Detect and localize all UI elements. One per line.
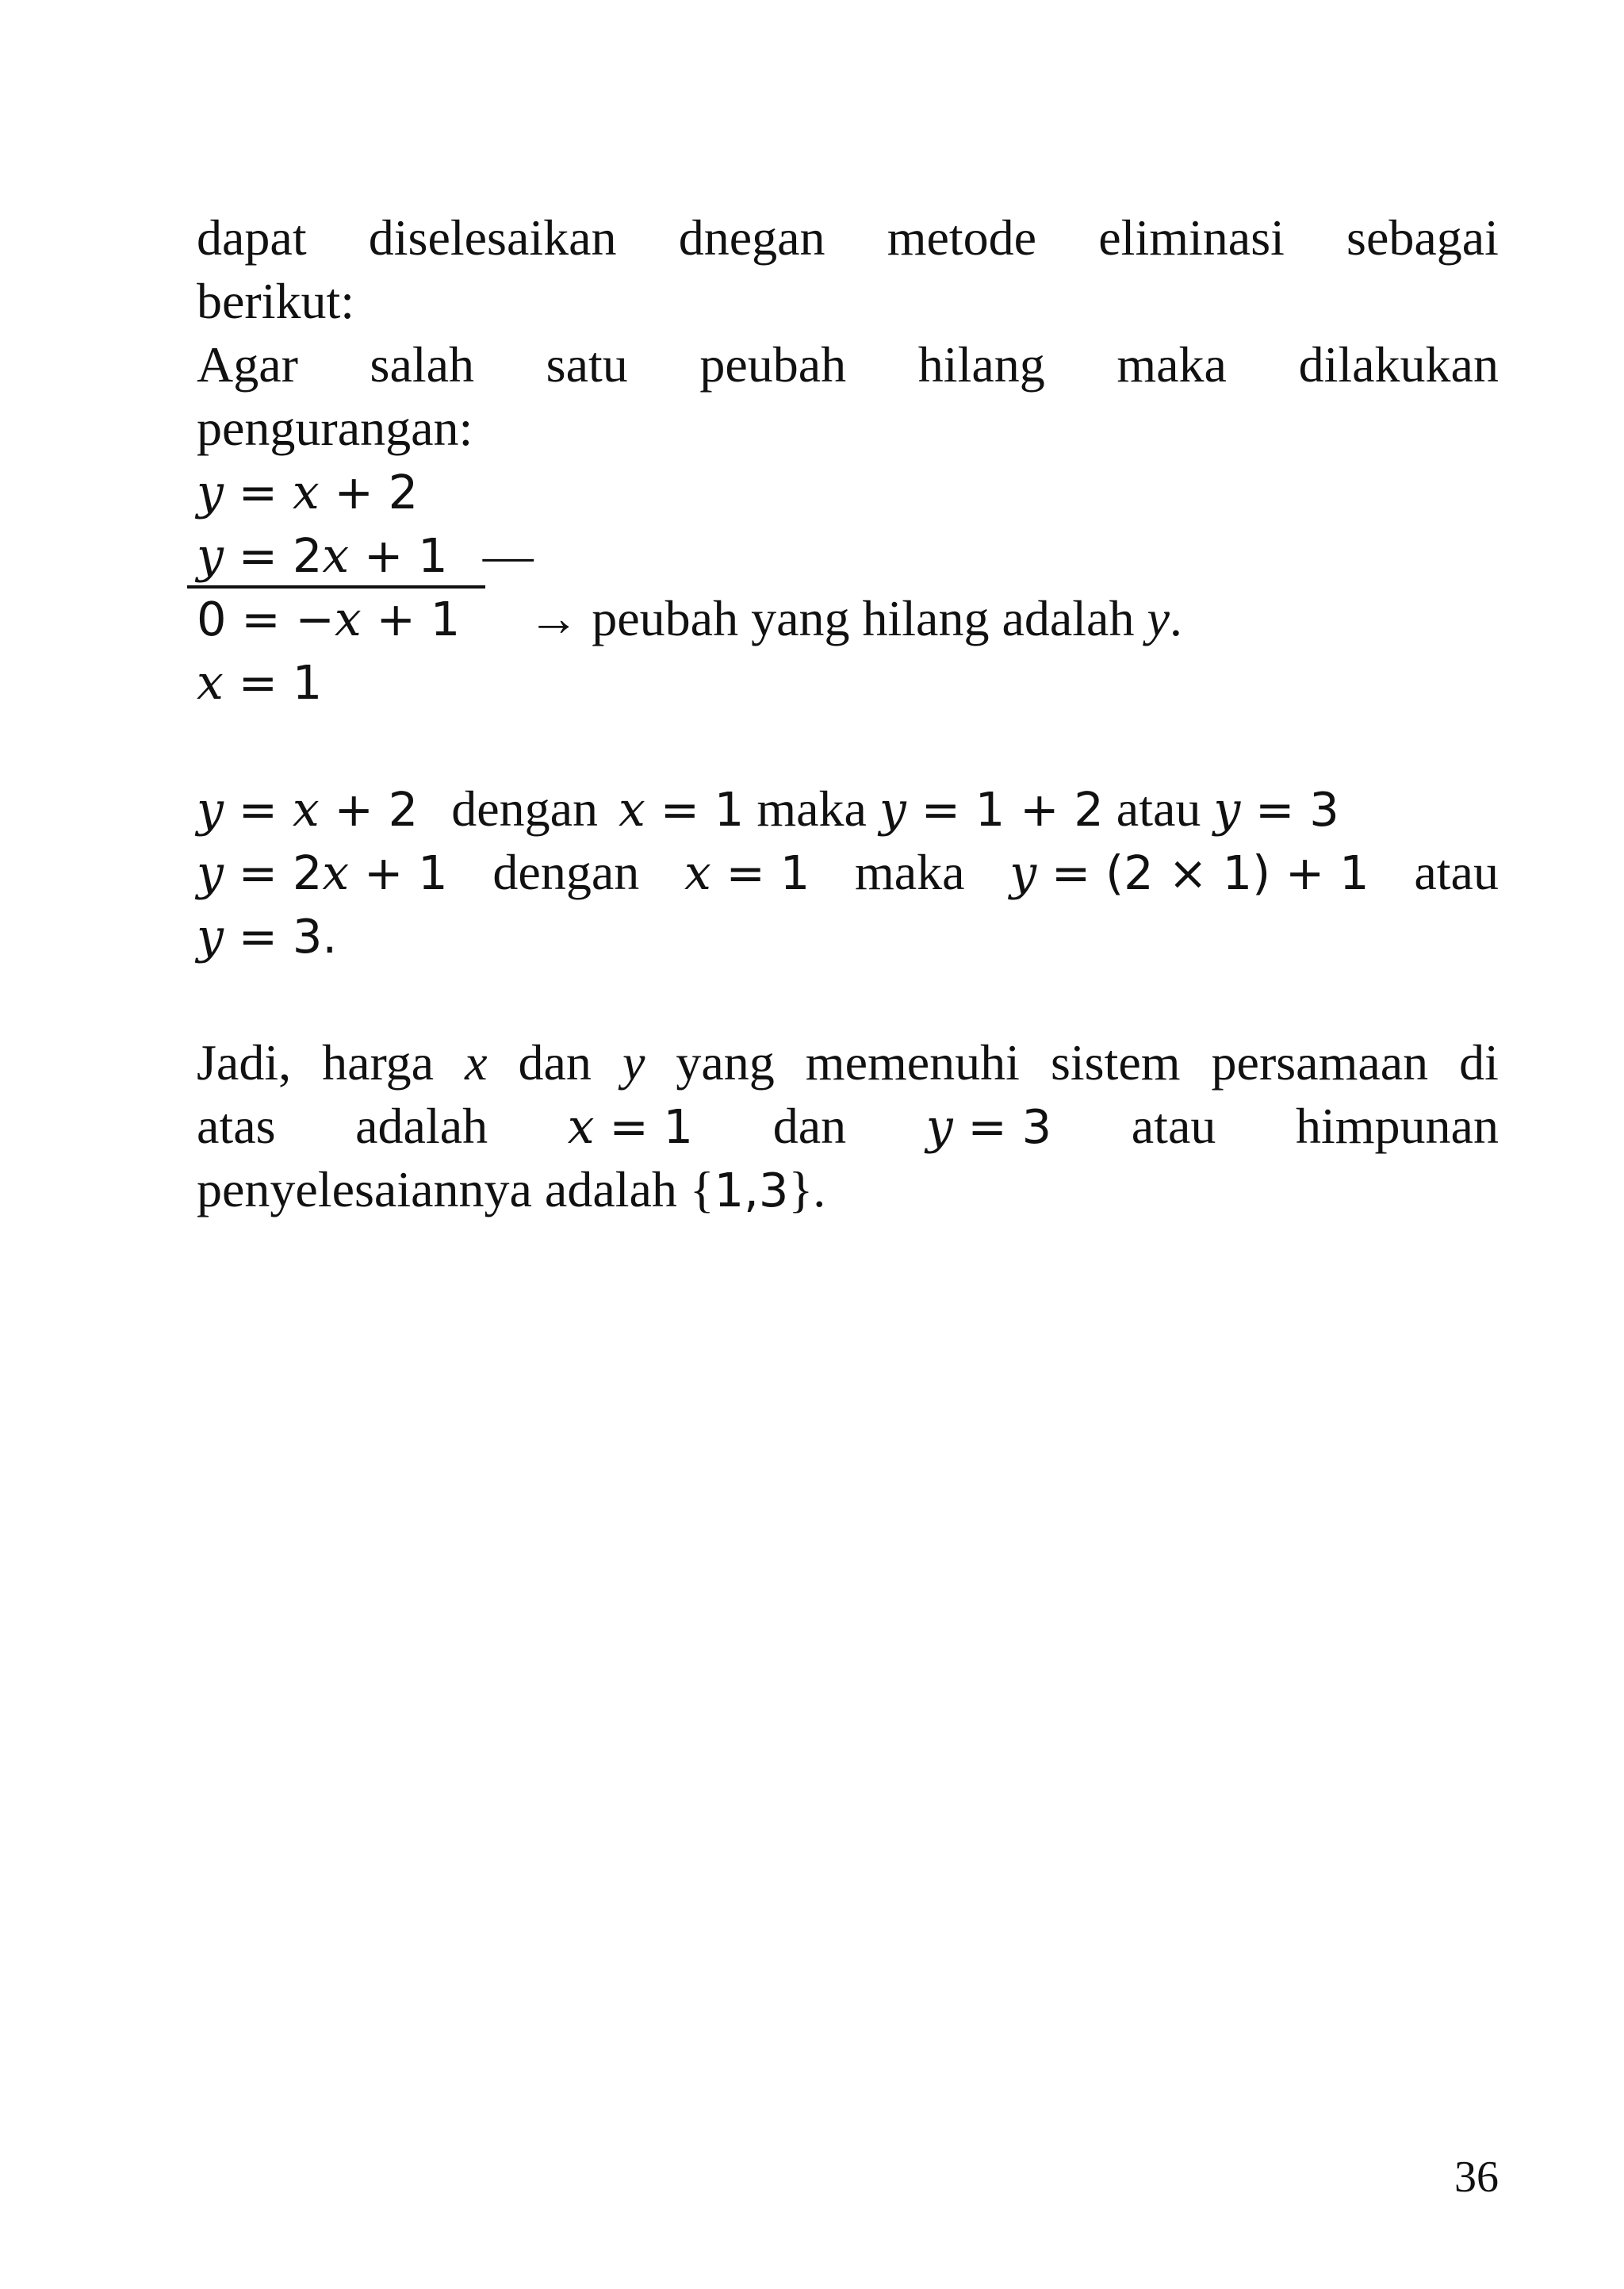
eq-text: = 1 + 2 (906, 782, 1104, 837)
solution-set: 1,3 (714, 1163, 789, 1217)
var-y: y (197, 782, 224, 838)
word: yang (676, 1034, 775, 1091)
note-var: y (1147, 590, 1170, 646)
word: atas (197, 1098, 276, 1154)
var-x: x (619, 782, 645, 838)
note-text: peubah yang hilang adalah (579, 590, 1147, 646)
word: himpunan (1295, 1098, 1499, 1154)
word: atau (1131, 1098, 1216, 1154)
word: Agar (197, 336, 298, 393)
text-atau: atau (1414, 844, 1499, 900)
var-x: x (465, 1034, 488, 1091)
eq-text: = 3 (952, 1099, 1052, 1154)
eq-text: + 1 (361, 592, 461, 646)
var-x: x (334, 592, 362, 647)
eq-text: = 1 (645, 782, 745, 837)
word: diselesaikan (368, 209, 617, 266)
word: peubah (699, 336, 847, 393)
subtraction-sign: — (482, 527, 534, 583)
equation-2 (197, 523, 1499, 588)
var-x: x (292, 465, 320, 520)
equation (1009, 840, 1369, 905)
eq-text: = (2 × 1) + 1 (1036, 845, 1369, 900)
eq-text: = (223, 465, 293, 520)
var-x: x (292, 782, 320, 838)
eq-text: = 3 (1240, 782, 1339, 837)
var-x: x (322, 528, 350, 584)
var-x: x (567, 1099, 595, 1155)
var-y: y (197, 465, 224, 520)
equation-1 (197, 459, 1499, 524)
note-end: . (1169, 590, 1182, 646)
text: penyelesaiannya adalah { (197, 1161, 714, 1217)
word: salah (370, 336, 475, 393)
equation-result (197, 586, 1499, 651)
eq-text: = 1 (594, 1099, 694, 1154)
paragraph-line-1 (197, 205, 1499, 270)
eq-text: = 2 (223, 845, 323, 900)
equation (197, 840, 448, 905)
text-dengan: dengan (492, 844, 640, 900)
var-y: y (1009, 845, 1037, 901)
paragraph-line-2: berikut: (197, 273, 355, 329)
var-y: y (1213, 782, 1241, 838)
text-maka: maka (744, 780, 879, 837)
paragraph-line-3 (197, 332, 1499, 397)
conclusion-line-1 (197, 1030, 1499, 1095)
eq-text: + 1 (349, 528, 448, 583)
page-number: 36 (1454, 2153, 1499, 2202)
conclusion-line-3 (197, 1157, 1499, 1222)
word: dapat (197, 209, 307, 266)
word: maka (1116, 336, 1227, 393)
word: sistem (1050, 1034, 1181, 1091)
word: Jadi, (197, 1034, 292, 1091)
substitution-line-3 (197, 903, 1499, 968)
var-x: x (197, 655, 224, 711)
arrow-icon: → (528, 590, 580, 646)
word: adalah (355, 1098, 488, 1154)
text-dengan: dengan (451, 780, 598, 837)
eq-text: = 2 (223, 528, 323, 583)
equation (684, 840, 810, 905)
eq-text: + 1 (349, 845, 448, 900)
text: }. (788, 1161, 826, 1217)
word: harga (322, 1034, 435, 1091)
var-y: y (197, 909, 224, 964)
word: metode (887, 209, 1037, 266)
word: di (1459, 1034, 1499, 1091)
eq-text: + 2 (319, 782, 419, 837)
paragraph-line-4: pengurangan: (197, 400, 473, 456)
eq-text: + 2 (319, 465, 419, 520)
equation (568, 1094, 693, 1159)
eq-text: = (223, 782, 293, 837)
eq-text: = 1 (710, 845, 810, 900)
word: memenuhi (805, 1034, 1020, 1091)
word: satu (546, 336, 628, 393)
word: sebagai (1346, 209, 1499, 266)
word: dnegan (678, 209, 825, 266)
word: eliminasi (1098, 209, 1285, 266)
eq-text: 0 = − (197, 592, 335, 646)
var-x: x (322, 845, 350, 901)
word: dilakukan (1298, 336, 1499, 393)
eq-text: = 1 (223, 655, 323, 710)
text-maka: maka (854, 844, 965, 900)
conclusion-line-2 (197, 1094, 1499, 1159)
var-y: y (197, 528, 224, 584)
text-atau: atau (1103, 780, 1214, 837)
var-y: y (925, 1099, 953, 1155)
var-y: y (622, 1034, 645, 1091)
substitution-line-2 (197, 840, 1499, 905)
word: dan (518, 1034, 592, 1091)
var-x: x (684, 845, 711, 901)
eq-text: = 3. (223, 909, 338, 964)
var-y: y (197, 845, 224, 901)
word: hilang (917, 336, 1045, 393)
word: persamaan (1211, 1034, 1429, 1091)
var-y: y (879, 782, 906, 838)
substitution-line-1 (197, 776, 1499, 842)
equation (926, 1094, 1051, 1159)
word: dan (772, 1098, 847, 1154)
equation-solution (197, 650, 1499, 715)
